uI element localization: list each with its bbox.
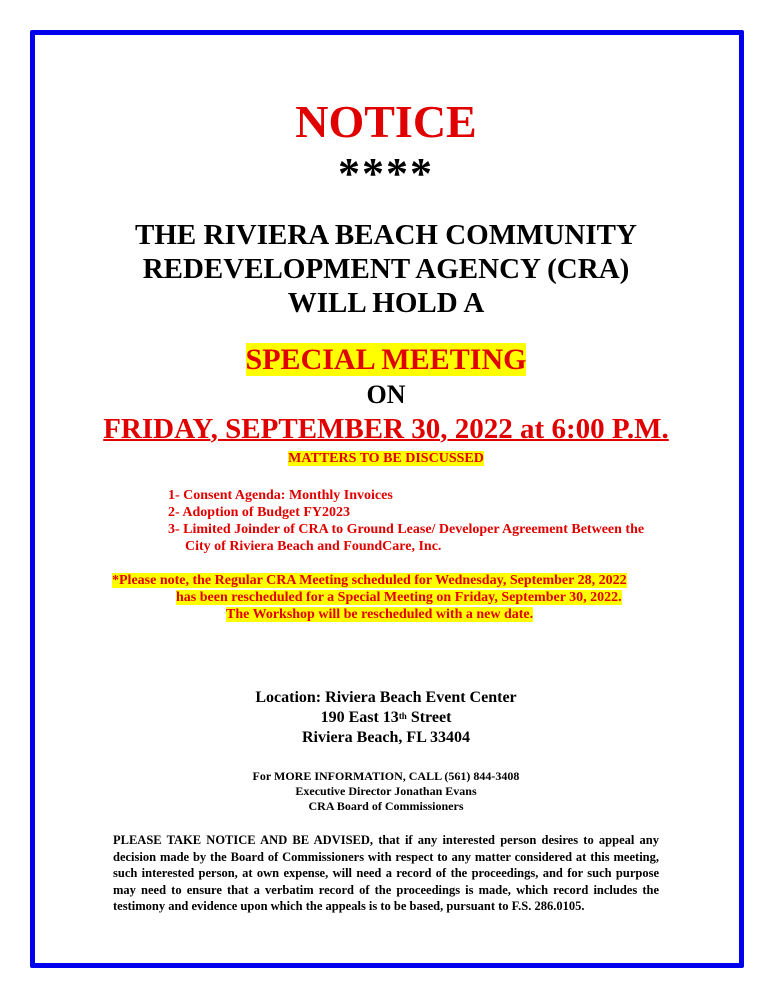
info-director: Executive Director Jonathan Evans bbox=[295, 784, 477, 798]
reschedule-note-line-3 bbox=[226, 606, 533, 623]
asterisk-divider: **** bbox=[338, 149, 434, 198]
matters-heading-text: MATTERS TO BE DISCUSSED bbox=[288, 451, 484, 466]
street-name: Street bbox=[406, 709, 452, 726]
note-text: has been rescheduled for a Special Meeting on Friday, September 30, 2022. bbox=[176, 590, 622, 605]
matters-heading bbox=[0, 451, 772, 467]
meeting-type-heading bbox=[0, 342, 772, 378]
agenda-item-1: 1- Consent Agenda: Monthly Invoices bbox=[168, 488, 393, 503]
meeting-date-text: FRIDAY, SEPTEMBER 30, 2022 at 6:00 P.M. bbox=[103, 413, 669, 445]
reschedule-note-line-1 bbox=[112, 572, 627, 589]
street-number: 190 East 13 bbox=[320, 709, 399, 726]
on-label: ON bbox=[366, 380, 406, 409]
agenda-item-3-continued: City of Riviera Beach and FoundCare, Inc. bbox=[185, 539, 442, 554]
location-name: Location: Riviera Beach Event Center bbox=[255, 689, 517, 706]
legal-disclaimer: PLEASE TAKE NOTICE AND BE ADVISED, that if any interested person desires to appeal any decision made by the Board of Commissioners with respect to any matter considered at this meeting, such interested person, at own expense, will need a record of the proceedings, and for such purpose may need to ensure that a verbatim record of the proceedings is made, which record includes the testimony and evidence upon which the appeals is to be based, pursuant to F.S. 286.0105. bbox=[113, 833, 659, 914]
note-text: *Please note, the Regular CRA Meeting scheduled for Wednesday, September 28, 2022 bbox=[112, 573, 627, 588]
meeting-type-text: SPECIAL MEETING bbox=[245, 343, 527, 376]
agenda-item-3: 3- Limited Joinder of CRA to Ground Lease/ Developer Agreement Between the bbox=[168, 522, 645, 537]
agency-line-1: THE RIVIERA BEACH COMMUNITY bbox=[135, 219, 637, 251]
location-city: Riviera Beach, FL 33404 bbox=[302, 729, 470, 746]
note-text: The Workshop will be rescheduled with a new date. bbox=[226, 607, 534, 622]
reschedule-note-line-2 bbox=[176, 589, 622, 606]
info-phone: For MORE INFORMATION, CALL (561) 844-3408 bbox=[252, 769, 520, 783]
info-board: CRA Board of Commissioners bbox=[308, 799, 464, 813]
agency-line-2: REDEVELOPMENT AGENCY (CRA) bbox=[142, 253, 630, 285]
ordinal-suffix: th bbox=[398, 711, 407, 721]
agency-line-3: WILL HOLD A bbox=[287, 287, 485, 319]
meeting-date-time bbox=[0, 411, 772, 447]
location-street bbox=[0, 708, 772, 728]
notice-title: NOTICE bbox=[295, 96, 477, 147]
agenda-item-2: 2- Adoption of Budget FY2023 bbox=[168, 505, 351, 520]
